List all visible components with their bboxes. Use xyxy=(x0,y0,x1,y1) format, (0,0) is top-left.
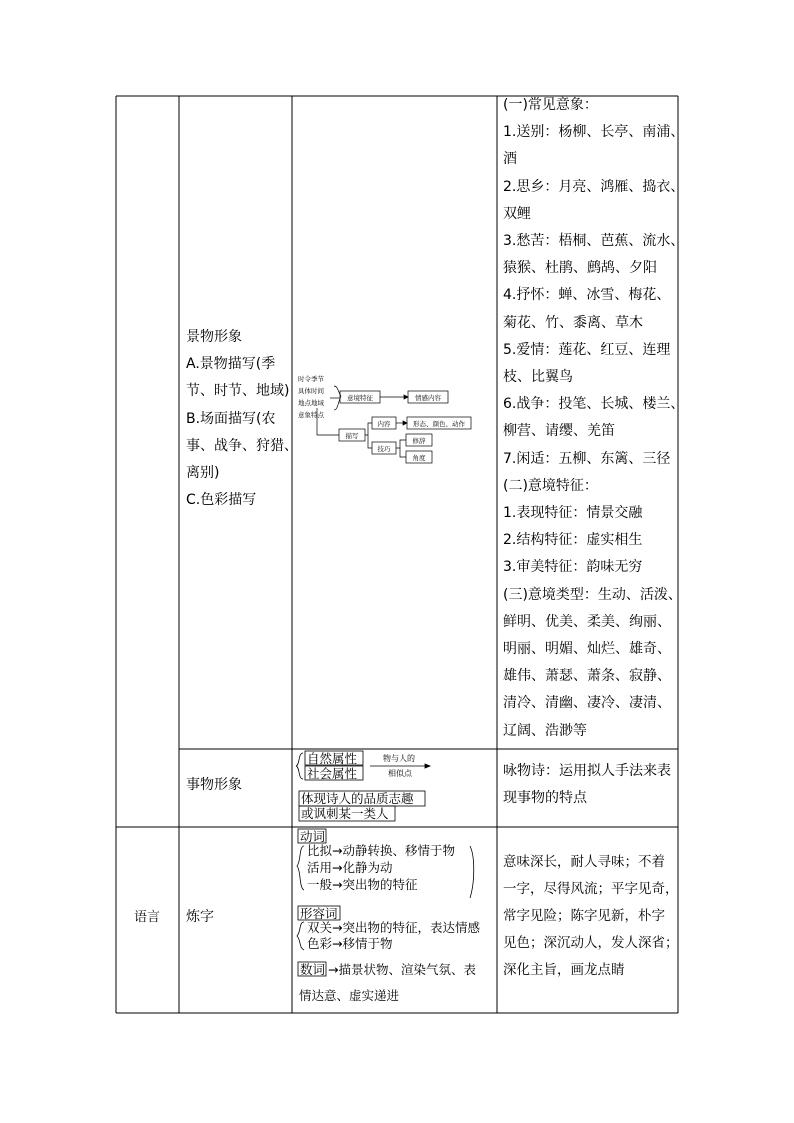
note-line: 4.抒怀：蝉、冰雪、梅花、 xyxy=(503,287,671,304)
natural-attribute: 自然属性 xyxy=(307,751,358,766)
note-line: 7.闲适：五柳、东篱、三径 xyxy=(503,450,671,467)
note-line: 见色；深沉动人，发人深省； xyxy=(503,935,679,951)
mindmap-left-2: 具体时间 xyxy=(298,387,324,395)
note-line: 咏物诗：运用拟人手法来表 xyxy=(503,763,671,779)
note-line: 酒 xyxy=(503,151,517,168)
mindmap-rhetoric: 修辞 xyxy=(412,437,426,445)
similarity-label-top: 物与人的 xyxy=(383,754,415,763)
note-line: (三)意境类型：生动、活泼、 xyxy=(503,586,682,603)
cell-text: 景物形象 xyxy=(186,329,242,345)
note-line: 辽阔、浩渺等 xyxy=(503,722,587,739)
note-line: 猿猴、杜鹃、鹧鸪、夕阳 xyxy=(503,260,657,277)
numeral-line-2: 情达意、虚实递进 xyxy=(299,988,400,1003)
cell-text: 事、战争、狩猎、 xyxy=(186,437,298,454)
note-line: 现事物的特点 xyxy=(503,790,587,807)
mindmap-left-3: 地点地域 xyxy=(298,399,324,407)
adjective-item: 色彩→移情于物 xyxy=(307,936,393,951)
note-line: 双鲤 xyxy=(503,205,531,222)
note-line: 1.表现特征：情景交融 xyxy=(503,505,643,522)
mindmap-left-1: 时令季节 xyxy=(298,375,324,383)
note-line: 1.送别：杨柳、长亭、南浦、 xyxy=(503,124,685,141)
cell-text: C.色彩描写 xyxy=(186,492,257,509)
note-line: 一字，尽得风流；平字见奇， xyxy=(503,881,679,897)
mindmap-form: 形态、颜色、动作 xyxy=(413,420,465,428)
note-line: 常字见险；陈字见新，朴字 xyxy=(503,908,665,924)
note-line: 清冷、清幽、凄冷、凄清、 xyxy=(503,695,671,712)
cell-text: 语言 xyxy=(134,910,161,925)
note-line: (二)意境特征： xyxy=(503,477,598,494)
note-line: 2.思乡：月亮、鸿雁、捣衣、 xyxy=(503,178,685,195)
numeral-label: 数词 xyxy=(300,962,326,977)
note-line: 菊花、竹、黍离、草木 xyxy=(503,314,643,331)
verb-item: 活用→化静为动 xyxy=(307,860,393,875)
mindmap-angle: 角度 xyxy=(412,454,426,462)
note-line: 5.爱情：莲花、红豆、连理 xyxy=(503,341,671,358)
embody-quality: 体现诗人的品质志趣 xyxy=(301,791,414,806)
cell-text: 节、时节、地域) xyxy=(186,383,290,400)
numeral-line-1: →描景状物、渲染气氛、表 xyxy=(328,962,476,977)
mindmap-emotion: 情感内容 xyxy=(415,394,441,402)
mindmap-technique: 技巧 xyxy=(377,445,391,453)
note-line: 枝、比翼鸟 xyxy=(503,369,573,386)
cell-text: 炼字 xyxy=(186,909,214,925)
note-line: 2.结构特征：虚实相生 xyxy=(503,532,643,549)
mindmap-feature: 意境特征 xyxy=(347,394,373,402)
cell-text: 离别) xyxy=(186,465,220,482)
adjective-label: 形容词 xyxy=(300,906,338,921)
verb-item: 一般→突出物的特征 xyxy=(307,877,418,892)
note-line: (一)常见意象： xyxy=(503,97,598,113)
note-line: 深化主旨，画龙点睛 xyxy=(503,962,625,978)
mindmap-describe: 描写 xyxy=(345,432,359,440)
note-line: 意味深长，耐人寻味；不着 xyxy=(503,854,665,870)
cell-text: A.景物描写(季 xyxy=(186,356,276,373)
mindmap-content: 内容 xyxy=(377,420,391,428)
adjective-item: 双关→突出物的特征，表达情感 xyxy=(307,920,480,935)
note-line: 柳营、请缨、羌笛 xyxy=(503,423,615,440)
mindmap-left-4: 意象特点 xyxy=(298,411,324,419)
note-line: 明丽、明媚、灿烂、雄奇、 xyxy=(503,641,671,658)
verb-label: 动词 xyxy=(300,829,326,844)
row3-notes xyxy=(503,849,679,984)
note-line: 3.审美特征：韵味无穷 xyxy=(503,559,643,576)
note-line: 鲜明、优美、柔美、绚丽、 xyxy=(503,613,671,630)
satirize-people: 或讽刺某一类人 xyxy=(301,806,389,821)
social-attribute: 社会属性 xyxy=(307,766,358,781)
note-line: 雄伟、萧瑟、萧条、寂静、 xyxy=(503,668,671,685)
similarity-label-bottom: 相似点 xyxy=(388,769,412,778)
cell-text: B.场面描写(农 xyxy=(186,410,276,427)
note-line: 3.愁苦：梧桐、芭蕉、流水、 xyxy=(503,233,685,250)
note-line: 6.战争：投笔、长城、楼兰、 xyxy=(503,396,685,413)
verb-item: 比拟→动静转换、移情于物 xyxy=(307,843,455,858)
cell-text: 事物形象 xyxy=(186,777,242,793)
